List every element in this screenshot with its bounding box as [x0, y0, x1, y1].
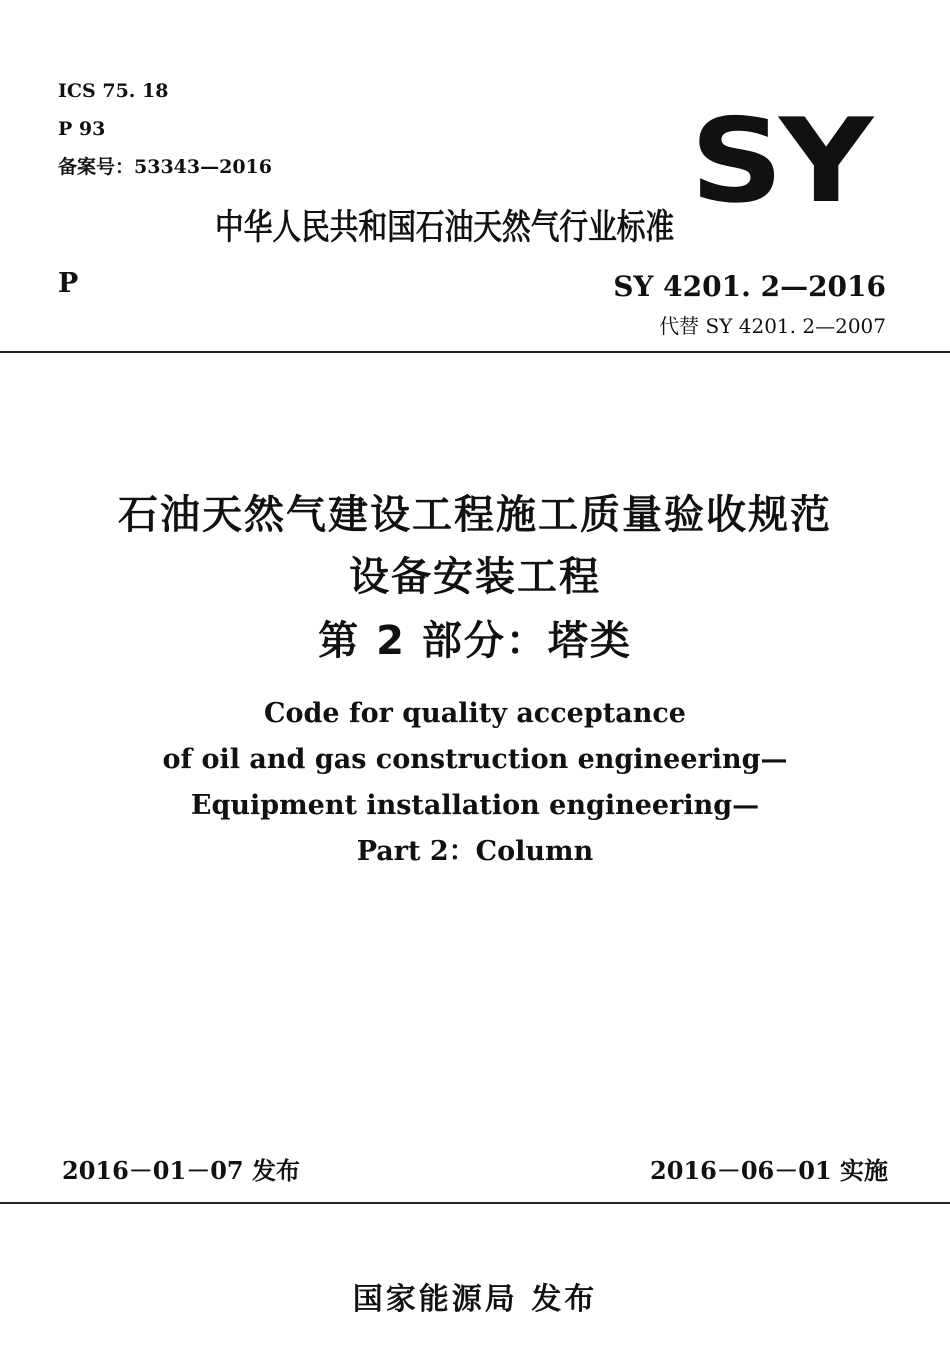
- classification-code: P 93: [58, 118, 106, 140]
- title-en-line4: Part 2：Column: [356, 836, 594, 867]
- title-zh-line3: 第 2 部分：塔类: [318, 618, 632, 664]
- title-en-line2: of oil and gas construction engineering—: [162, 744, 788, 775]
- ics-code: ICS 75. 18: [58, 80, 169, 102]
- publisher: 国家能源局 发布: [352, 1282, 598, 1317]
- replaces-standard: 代替 SY 4201. 2—2007: [659, 314, 886, 338]
- title-zh-line2: 设备安装工程: [349, 554, 601, 600]
- footer-divider: [0, 1202, 950, 1204]
- title-en-line3: Equipment installation engineering—: [190, 790, 760, 821]
- category-letter: P: [58, 268, 79, 299]
- issue-date: 2016－01－07 发布: [62, 1156, 300, 1185]
- sy-logo: SY: [690, 94, 869, 229]
- industry-standard-heading: 中华人民共和国石油天然气行业标准: [215, 208, 675, 248]
- effective-date: 2016－06－01 实施: [650, 1156, 888, 1185]
- record-number: 备案号：53343—2016: [58, 156, 272, 178]
- title-en-line1: Code for quality acceptance: [264, 698, 686, 729]
- header-divider: [0, 351, 950, 353]
- title-zh-line1: 石油天然气建设工程施工质量验收规范: [118, 492, 832, 538]
- standard-number: SY 4201. 2—2016: [613, 270, 886, 303]
